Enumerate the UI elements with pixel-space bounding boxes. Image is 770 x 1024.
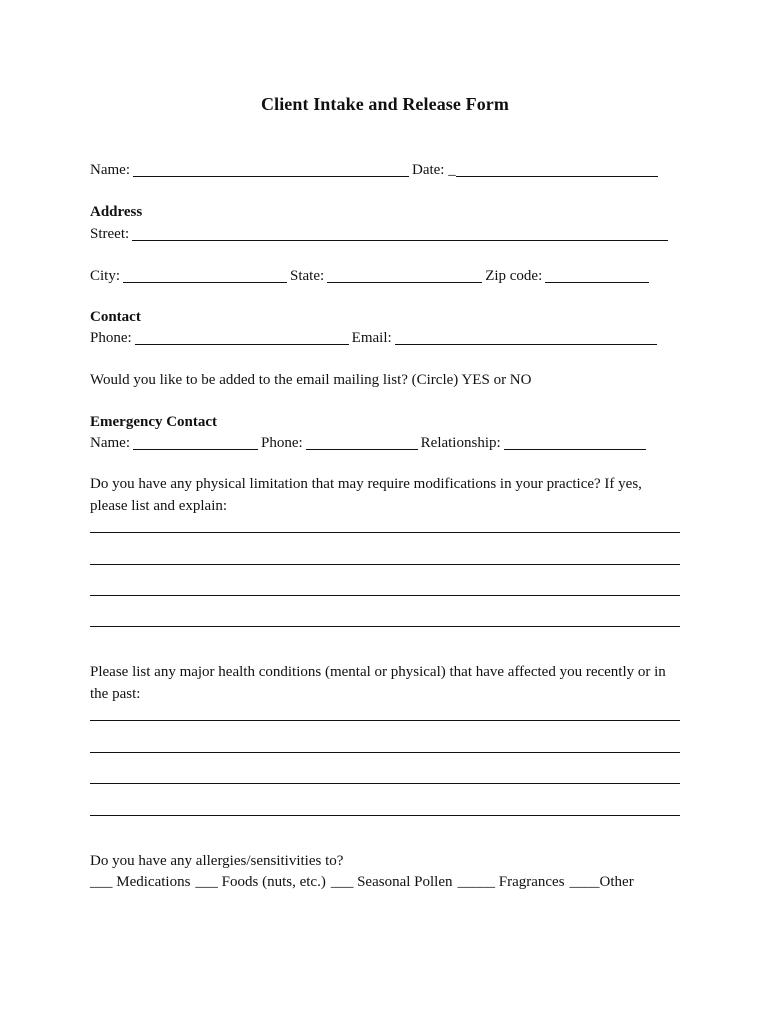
allergy-options-row: [90, 872, 680, 892]
form-title: Client Intake and Release Form: [261, 94, 509, 114]
emergency-name-label: Name:: [90, 435, 130, 451]
allergy-option-medications[interactable]: ___ Medications: [90, 874, 191, 890]
health-answer-line[interactable]: [90, 720, 680, 721]
phone-field[interactable]: [135, 330, 349, 345]
zip-label: Zip code:: [485, 268, 543, 284]
name-field[interactable]: [133, 162, 409, 177]
street-label: Street:: [90, 226, 130, 242]
city-field[interactable]: [123, 268, 287, 283]
street-row: [90, 224, 680, 244]
allergy-option-pollen[interactable]: ___ Seasonal Pollen: [330, 874, 453, 890]
zip-field[interactable]: [545, 268, 649, 283]
name-date-row: [90, 160, 680, 180]
emergency-relationship-label: Relationship:: [420, 435, 501, 451]
emergency-phone-label: Phone:: [260, 435, 303, 451]
address-heading: Address: [90, 204, 143, 220]
health-answer-line[interactable]: [90, 752, 680, 753]
street-field[interactable]: [132, 226, 668, 241]
name-label: Name:: [90, 162, 130, 178]
date-label: Date: _: [411, 162, 456, 178]
phone-email-row: [90, 328, 680, 348]
email-field[interactable]: [395, 330, 657, 345]
emergency-contact-heading: Emergency Contact: [90, 414, 218, 430]
limitation-question: Do you have any physical limitation that may require modifications in your practice? If yes, please list and explain:: [90, 476, 642, 514]
contact-heading: Contact: [90, 309, 141, 325]
allergy-option-other[interactable]: ____Other: [569, 874, 634, 890]
mailing-list-question: Would you like to be added to the email mailing list? (Circle) YES or NO: [90, 372, 532, 388]
state-field[interactable]: [327, 268, 482, 283]
health-conditions-question: Please list any major health conditions (mental or physical) that have affected you recently or in the past:: [90, 664, 666, 702]
emergency-relationship-field[interactable]: [504, 435, 646, 450]
limitation-answer-line[interactable]: [90, 564, 680, 565]
emergency-contact-row: [90, 433, 680, 453]
limitation-answer-line[interactable]: [90, 626, 680, 627]
limitation-answer-line[interactable]: [90, 595, 680, 596]
health-answer-line[interactable]: [90, 783, 680, 784]
email-label: Email:: [351, 330, 392, 346]
phone-label: Phone:: [90, 330, 132, 346]
city-state-zip-row: [90, 266, 680, 286]
state-label: State:: [290, 268, 325, 284]
allergy-option-fragrances[interactable]: _____ Fragrances: [457, 874, 565, 890]
allergies-question: Do you have any allergies/sensitivities to?: [90, 853, 344, 869]
health-answer-line[interactable]: [90, 815, 680, 816]
emergency-phone-field[interactable]: [306, 435, 418, 450]
limitation-answer-line[interactable]: [90, 532, 680, 533]
date-field[interactable]: [456, 162, 658, 177]
emergency-name-field[interactable]: [133, 435, 258, 450]
city-label: City:: [90, 268, 121, 284]
allergy-option-foods[interactable]: ___ Foods (nuts, etc.): [195, 874, 326, 890]
